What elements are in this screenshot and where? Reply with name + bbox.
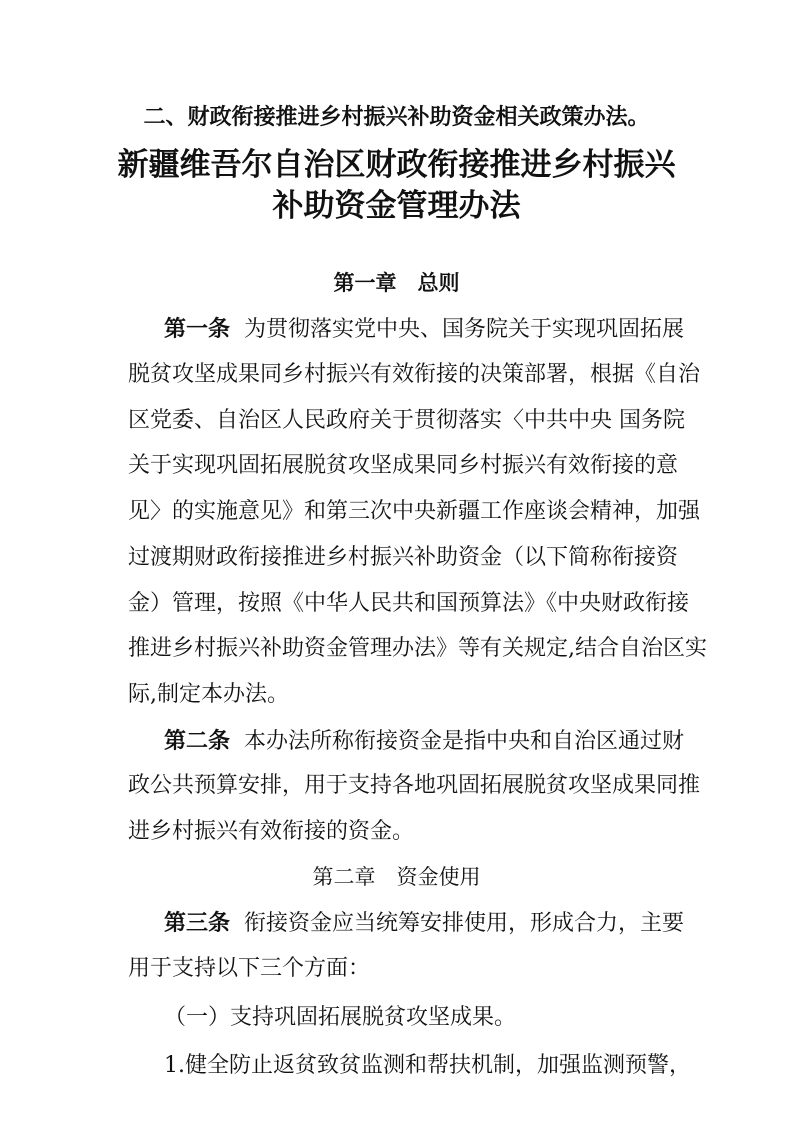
article-2-label: 第二条 — [164, 728, 231, 754]
article-2-text: 本办法所称衔接资金是指中央和自治区通过财 — [244, 729, 685, 754]
chapter-2-heading: 第二章 资金使用 — [312, 865, 481, 889]
section-heading: 二、财政衔接推进乡村振兴补助资金相关政策办法。 — [143, 104, 650, 130]
list-item-1: （一）支持巩固拓展脱贫攻坚成果。 — [164, 1005, 517, 1030]
article-1-line: 见〉的实施意见》和第三次中央新疆工作座谈会精神，加强 — [128, 499, 701, 524]
article-1-text: 为贯彻落实党中央、国务院关于实现巩固拓展 — [244, 317, 685, 342]
article-3-label: 第三条 — [164, 910, 231, 936]
chapter-1-heading: 第一章 总则 — [333, 271, 460, 295]
article-3-first-line — [164, 908, 685, 939]
document-title-line-1: 新疆维吾尔自治区财政衔接推进乡村振兴 — [117, 147, 676, 183]
article-2-line: 政公共预算安排，用于支持各地巩固拓展脱贫攻坚成果同推 — [128, 773, 701, 798]
article-2-first-line — [164, 726, 685, 757]
article-1-line: 过渡期财政衔接推进乡村振兴补助资金（以下简称衔接资 — [128, 545, 679, 570]
article-3-line: 用于支持以下三个方面： — [128, 956, 371, 981]
list-item-1-1: 1.健全防止返贫致贫监测和帮扶机制，加强监测预警， — [164, 1053, 691, 1078]
article-1-line: 金）管理，按照《中华人民共和国预算法》《中央财政衔接 — [128, 591, 690, 616]
article-1-first-line — [164, 314, 685, 345]
document-title-line-2: 补助资金管理办法 — [272, 188, 521, 224]
article-1-line: 关于实现巩固拓展脱贫攻坚成果同乡村振兴有效衔接的意 — [128, 453, 679, 478]
article-1-line: 区党委、自治区人民政府关于贯彻落实〈中共中央 国务院 — [128, 408, 685, 433]
article-1-line: 推进乡村振兴补助资金管理办法》等有关规定,结合自治区实 — [128, 636, 707, 661]
article-1-label: 第一条 — [164, 316, 231, 342]
article-1-line: 脱贫攻坚成果同乡村振兴有效衔接的决策部署，根据《自治 — [128, 362, 701, 387]
article-1-line: 际,制定本办法。 — [128, 682, 289, 707]
article-2-line: 进乡村振兴有效衔接的资金。 — [128, 819, 415, 844]
article-3-text: 衔接资金应当统筹安排使用，形成合力，主要 — [244, 911, 685, 936]
